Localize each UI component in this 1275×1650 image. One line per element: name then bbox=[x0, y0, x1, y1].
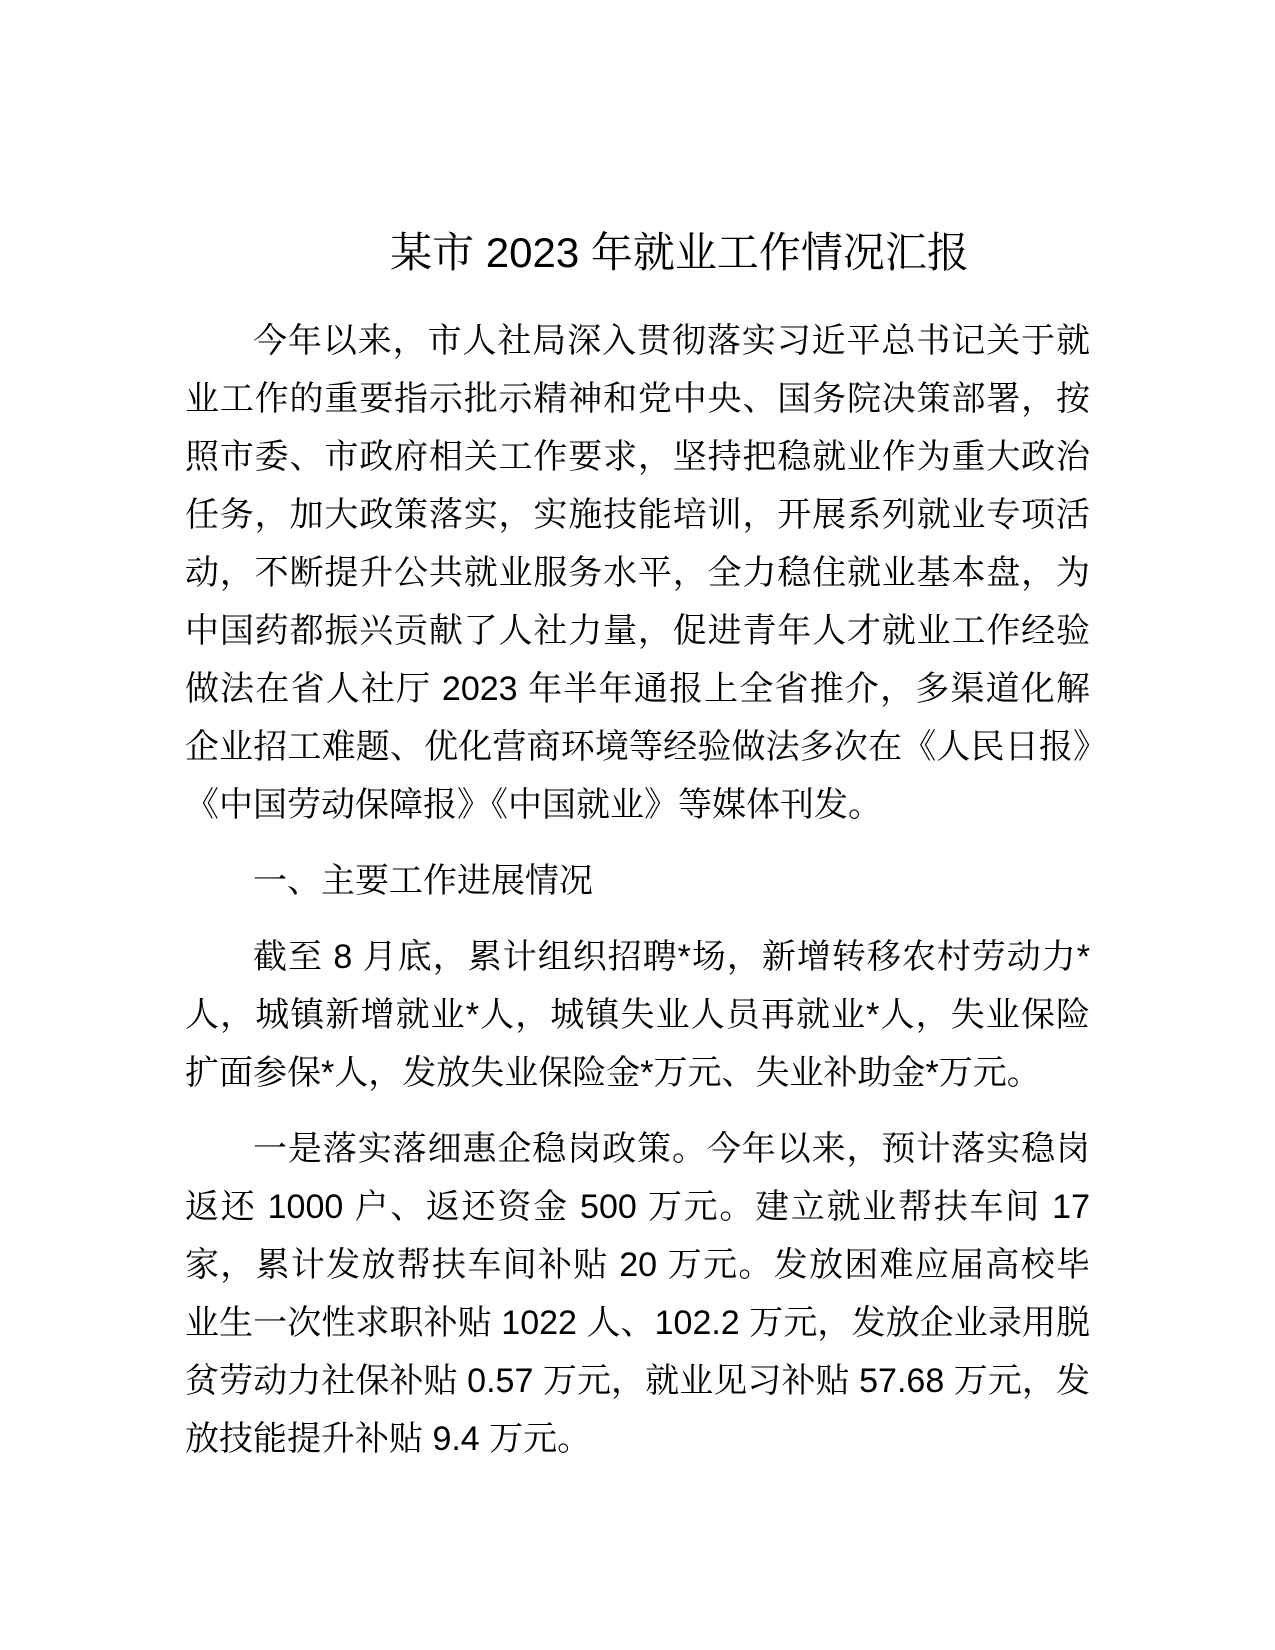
paragraph: 一是落实落细惠企稳岗政策。今年以来，预计落实稳岗返还 1000 户、返还资金 500 万元。建立就业帮扶车间 17 家，累计发放帮扶车间补贴 20 万元。发放困难应届高校毕业生一次性求职补贴 1022 人、102.2 万元，发放企业录用脱贫劳动力社保补贴 0.57 万元，就业见习补贴 57.68 万元，发放技能提升补贴 9.4 万元。 bbox=[185, 1130, 1090, 1458]
document-title: 某市 2023 年就业工作情况汇报 bbox=[390, 229, 969, 276]
paragraph: 截至 8 月底，累计组织招聘*场，新增转移农村劳动力*人，城镇新增就业*人，城镇失业人员再就业*人，失业保险扩面参保*人，发放失业保险金*万元、失业补助金*万元。 bbox=[185, 938, 1090, 1092]
paragraph: 今年以来，市人社局深入贯彻落实习近平总书记关于就业工作的重要指示批示精神和党中央、国务院决策部署，按照市委、市政府相关工作要求，坚持把稳就业作为重大政治任务，加大政策落实，实施技能培训，开展系列就业专项活动，不断提升公共就业服务水平，全力稳住就业基本盘，为中国药都振兴贡献了人社力量，促进青年人才就业工作经验做法在省人社厅 2023 年半年通报上全省推介，多渠道化解企业招工难题、优化营商环境等经验做法多次在《人民日报》《中国劳动保障报》《中国就业》等媒体刊发。 bbox=[185, 322, 1090, 824]
document-body bbox=[185, 312, 1090, 1468]
section-heading: 一、主要工作进展情况 bbox=[253, 862, 593, 900]
